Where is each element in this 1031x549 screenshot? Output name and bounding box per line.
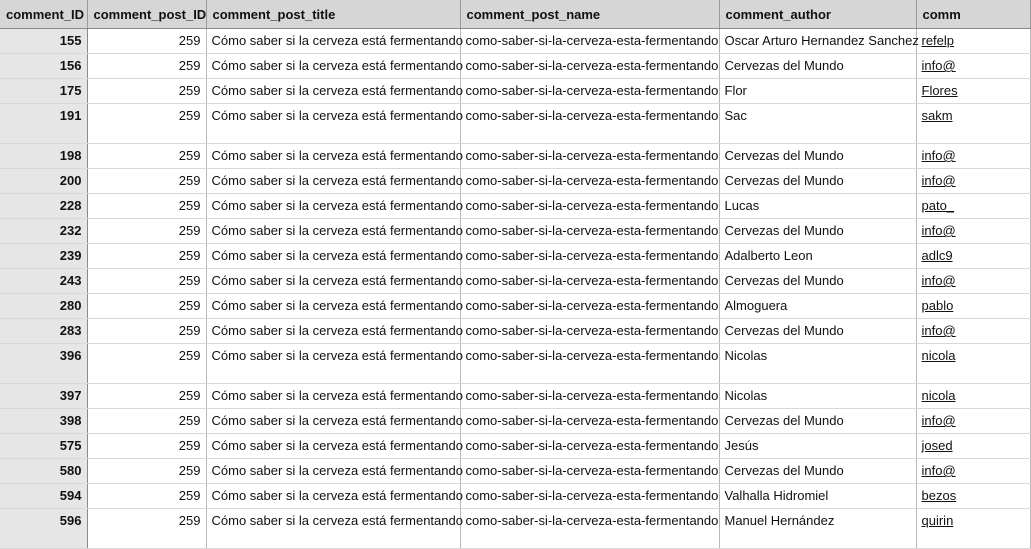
- cell-comment-author-email[interactable]: adlc9: [916, 244, 1030, 269]
- cell-comment-author-email[interactable]: pablo: [916, 294, 1030, 319]
- cell-comment-author-email[interactable]: info@: [916, 54, 1030, 79]
- table-row[interactable]: [0, 484, 1030, 509]
- table-row[interactable]: [0, 384, 1030, 409]
- cell-comment-author-email[interactable]: info@: [916, 459, 1030, 484]
- cell-comment-id[interactable]: 396: [0, 344, 87, 384]
- cell-comment-post-id[interactable]: 259: [87, 509, 206, 549]
- table-row[interactable]: [0, 459, 1030, 484]
- column-header-comment-id[interactable]: comment_ID: [0, 0, 87, 29]
- cell-comment-post-title[interactable]: Cómo saber si la cerveza está fermentando: [206, 104, 460, 144]
- cell-comment-id[interactable]: 200: [0, 169, 87, 194]
- cell-comment-post-name[interactable]: como-saber-si-la-cerveza-esta-fermentando: [460, 319, 719, 344]
- cell-comment-post-id[interactable]: 259: [87, 319, 206, 344]
- cell-comment-author[interactable]: Cervezas del Mundo: [719, 459, 916, 484]
- cell-comment-id[interactable]: 280: [0, 294, 87, 319]
- cell-comment-author[interactable]: Flor: [719, 79, 916, 104]
- cell-comment-author-email[interactable]: info@: [916, 169, 1030, 194]
- cell-comment-author[interactable]: Nicolas: [719, 384, 916, 409]
- column-header-comment-post-title[interactable]: comment_post_title: [206, 0, 460, 29]
- cell-comment-author-email[interactable]: info@: [916, 319, 1030, 344]
- cell-comment-author[interactable]: Adalberto Leon: [719, 244, 916, 269]
- cell-comment-post-name[interactable]: como-saber-si-la-cerveza-esta-fermentando: [460, 484, 719, 509]
- table-row[interactable]: [0, 319, 1030, 344]
- cell-comment-post-id[interactable]: 259: [87, 484, 206, 509]
- cell-comment-id[interactable]: 575: [0, 434, 87, 459]
- cell-comment-id[interactable]: 191: [0, 104, 87, 144]
- cell-comment-author[interactable]: Cervezas del Mundo: [719, 219, 916, 244]
- cell-comment-post-id[interactable]: 259: [87, 294, 206, 319]
- table-row[interactable]: [0, 169, 1030, 194]
- column-header-comment-post-id[interactable]: comment_post_ID: [87, 0, 206, 29]
- table-row[interactable]: [0, 54, 1030, 79]
- cell-comment-author[interactable]: Cervezas del Mundo: [719, 409, 916, 434]
- cell-comment-post-title[interactable]: Cómo saber si la cerveza está fermentando: [206, 54, 460, 79]
- table-row[interactable]: [0, 79, 1030, 104]
- cell-comment-id[interactable]: 156: [0, 54, 87, 79]
- cell-comment-post-name[interactable]: como-saber-si-la-cerveza-esta-fermentando: [460, 434, 719, 459]
- table-body: [0, 29, 1030, 549]
- cell-comment-post-name[interactable]: como-saber-si-la-cerveza-esta-fermentando: [460, 144, 719, 169]
- cell-comment-author-email[interactable]: info@: [916, 269, 1030, 294]
- table-row[interactable]: [0, 409, 1030, 434]
- cell-comment-post-name[interactable]: como-saber-si-la-cerveza-esta-fermentando: [460, 219, 719, 244]
- cell-comment-post-title[interactable]: Cómo saber si la cerveza está fermentando: [206, 459, 460, 484]
- cell-comment-post-title[interactable]: Cómo saber si la cerveza está fermentando: [206, 194, 460, 219]
- cell-comment-post-title[interactable]: Cómo saber si la cerveza está fermentando: [206, 29, 460, 54]
- cell-comment-post-id[interactable]: 259: [87, 344, 206, 384]
- cell-comment-post-name[interactable]: como-saber-si-la-cerveza-esta-fermentando: [460, 29, 719, 54]
- cell-comment-author[interactable]: Cervezas del Mundo: [719, 144, 916, 169]
- cell-comment-id[interactable]: 175: [0, 79, 87, 104]
- cell-comment-author-email[interactable]: bezos: [916, 484, 1030, 509]
- cell-comment-id[interactable]: 228: [0, 194, 87, 219]
- cell-comment-author[interactable]: Nicolas: [719, 344, 916, 384]
- cell-comment-post-id[interactable]: 259: [87, 434, 206, 459]
- cell-comment-post-id[interactable]: 259: [87, 194, 206, 219]
- cell-comment-author[interactable]: Almoguera: [719, 294, 916, 319]
- cell-comment-author-email[interactable]: refelp: [916, 29, 1030, 54]
- cell-comment-author-email[interactable]: Flores: [916, 79, 1030, 104]
- cell-comment-post-id[interactable]: 259: [87, 219, 206, 244]
- cell-comment-id[interactable]: 594: [0, 484, 87, 509]
- cell-comment-post-name[interactable]: como-saber-si-la-cerveza-esta-fermentando: [460, 459, 719, 484]
- cell-comment-post-name[interactable]: como-saber-si-la-cerveza-esta-fermentando: [460, 79, 719, 104]
- cell-comment-post-id[interactable]: 259: [87, 104, 206, 144]
- cell-comment-post-name[interactable]: como-saber-si-la-cerveza-esta-fermentando: [460, 509, 719, 549]
- cell-comment-author-email[interactable]: quirin: [916, 509, 1030, 549]
- column-header-comment-post-name[interactable]: comment_post_name: [460, 0, 719, 29]
- cell-comment-author-email[interactable]: info@: [916, 144, 1030, 169]
- cell-comment-post-name[interactable]: como-saber-si-la-cerveza-esta-fermentando: [460, 384, 719, 409]
- cell-comment-post-name[interactable]: como-saber-si-la-cerveza-esta-fermentando: [460, 104, 719, 144]
- cell-comment-id[interactable]: 398: [0, 409, 87, 434]
- cell-comment-post-id[interactable]: 259: [87, 459, 206, 484]
- cell-comment-author[interactable]: Sac: [719, 104, 916, 144]
- cell-comment-author[interactable]: Lucas: [719, 194, 916, 219]
- cell-comment-author[interactable]: Jesús: [719, 434, 916, 459]
- cell-comment-post-title[interactable]: Cómo saber si la cerveza está fermentando: [206, 509, 460, 549]
- cell-comment-post-id[interactable]: 259: [87, 269, 206, 294]
- cell-comment-post-id[interactable]: 259: [87, 409, 206, 434]
- cell-comment-id[interactable]: 243: [0, 269, 87, 294]
- cell-comment-post-name[interactable]: como-saber-si-la-cerveza-esta-fermentando: [460, 294, 719, 319]
- cell-comment-author-email[interactable]: nicola: [916, 344, 1030, 384]
- column-header-comment-author-email[interactable]: comm: [916, 0, 1030, 29]
- cell-comment-post-title[interactable]: Cómo saber si la cerveza está fermentando: [206, 244, 460, 269]
- cell-comment-id[interactable]: 580: [0, 459, 87, 484]
- cell-comment-post-name[interactable]: como-saber-si-la-cerveza-esta-fermentando: [460, 269, 719, 294]
- cell-comment-post-title[interactable]: Cómo saber si la cerveza está fermentando: [206, 269, 460, 294]
- cell-comment-post-name[interactable]: como-saber-si-la-cerveza-esta-fermentando: [460, 194, 719, 219]
- cell-comment-id[interactable]: 283: [0, 319, 87, 344]
- cell-comment-author-email[interactable]: josed: [916, 434, 1030, 459]
- cell-comment-id[interactable]: 596: [0, 509, 87, 549]
- cell-comment-post-id[interactable]: 259: [87, 144, 206, 169]
- table-row[interactable]: [0, 104, 1030, 144]
- table-row[interactable]: [0, 344, 1030, 384]
- cell-comment-post-id[interactable]: 259: [87, 29, 206, 54]
- cell-comment-post-id[interactable]: 259: [87, 244, 206, 269]
- cell-comment-post-id[interactable]: 259: [87, 384, 206, 409]
- cell-comment-post-title[interactable]: Cómo saber si la cerveza está fermentando: [206, 319, 460, 344]
- table-row[interactable]: [0, 29, 1030, 54]
- cell-comment-id[interactable]: 397: [0, 384, 87, 409]
- cell-comment-author[interactable]: Valhalla Hidromiel: [719, 484, 916, 509]
- cell-comment-author-email[interactable]: info@: [916, 409, 1030, 434]
- cell-comment-post-title[interactable]: Cómo saber si la cerveza está fermentando: [206, 409, 460, 434]
- cell-comment-author[interactable]: Oscar Arturo Hernandez Sanchez: [719, 29, 916, 54]
- cell-comment-author-email[interactable]: info@: [916, 219, 1030, 244]
- cell-comment-post-name[interactable]: como-saber-si-la-cerveza-esta-fermentando: [460, 244, 719, 269]
- cell-comment-post-title[interactable]: Cómo saber si la cerveza está fermentando: [206, 169, 460, 194]
- cell-comment-post-title[interactable]: Cómo saber si la cerveza está fermentando: [206, 344, 460, 384]
- cell-comment-author[interactable]: Manuel Hernández: [719, 509, 916, 549]
- cell-comment-post-name[interactable]: como-saber-si-la-cerveza-esta-fermentando: [460, 344, 719, 384]
- header-row: [0, 0, 1030, 29]
- cell-comment-id[interactable]: 239: [0, 244, 87, 269]
- cell-comment-post-title[interactable]: Cómo saber si la cerveza está fermentando: [206, 484, 460, 509]
- cell-comment-author-email[interactable]: nicola: [916, 384, 1030, 409]
- cell-comment-post-title[interactable]: Cómo saber si la cerveza está fermentando: [206, 294, 460, 319]
- table-row[interactable]: [0, 219, 1030, 244]
- cell-comment-author[interactable]: Cervezas del Mundo: [719, 269, 916, 294]
- cell-comment-post-name[interactable]: como-saber-si-la-cerveza-esta-fermentando: [460, 54, 719, 79]
- cell-comment-id[interactable]: 155: [0, 29, 87, 54]
- cell-comment-post-name[interactable]: como-saber-si-la-cerveza-esta-fermentando: [460, 169, 719, 194]
- table-row[interactable]: [0, 144, 1030, 169]
- cell-comment-author[interactable]: Cervezas del Mundo: [719, 319, 916, 344]
- cell-comment-post-title[interactable]: Cómo saber si la cerveza está fermentando: [206, 144, 460, 169]
- table-row[interactable]: [0, 194, 1030, 219]
- cell-comment-author-email[interactable]: sakm: [916, 104, 1030, 144]
- cell-comment-post-title[interactable]: Cómo saber si la cerveza está fermentando: [206, 219, 460, 244]
- cell-comment-id[interactable]: 232: [0, 219, 87, 244]
- cell-comment-post-id[interactable]: 259: [87, 79, 206, 104]
- cell-comment-author[interactable]: Cervezas del Mundo: [719, 169, 916, 194]
- cell-comment-id[interactable]: 198: [0, 144, 87, 169]
- table-row[interactable]: [0, 434, 1030, 459]
- cell-comment-author[interactable]: Cervezas del Mundo: [719, 54, 916, 79]
- table-row[interactable]: [0, 269, 1030, 294]
- column-header-comment-author[interactable]: comment_author: [719, 0, 916, 29]
- cell-comment-post-id[interactable]: 259: [87, 169, 206, 194]
- cell-comment-author-email[interactable]: pato_: [916, 194, 1030, 219]
- cell-comment-post-title[interactable]: Cómo saber si la cerveza está fermentando: [206, 384, 460, 409]
- table-row[interactable]: [0, 294, 1030, 319]
- cell-comment-post-title[interactable]: Cómo saber si la cerveza está fermentando: [206, 434, 460, 459]
- table-row[interactable]: [0, 509, 1030, 549]
- cell-comment-post-name[interactable]: como-saber-si-la-cerveza-esta-fermentando: [460, 409, 719, 434]
- cell-comment-post-id[interactable]: 259: [87, 54, 206, 79]
- cell-comment-post-title[interactable]: Cómo saber si la cerveza está fermentando: [206, 79, 460, 104]
- table-row[interactable]: [0, 244, 1030, 269]
